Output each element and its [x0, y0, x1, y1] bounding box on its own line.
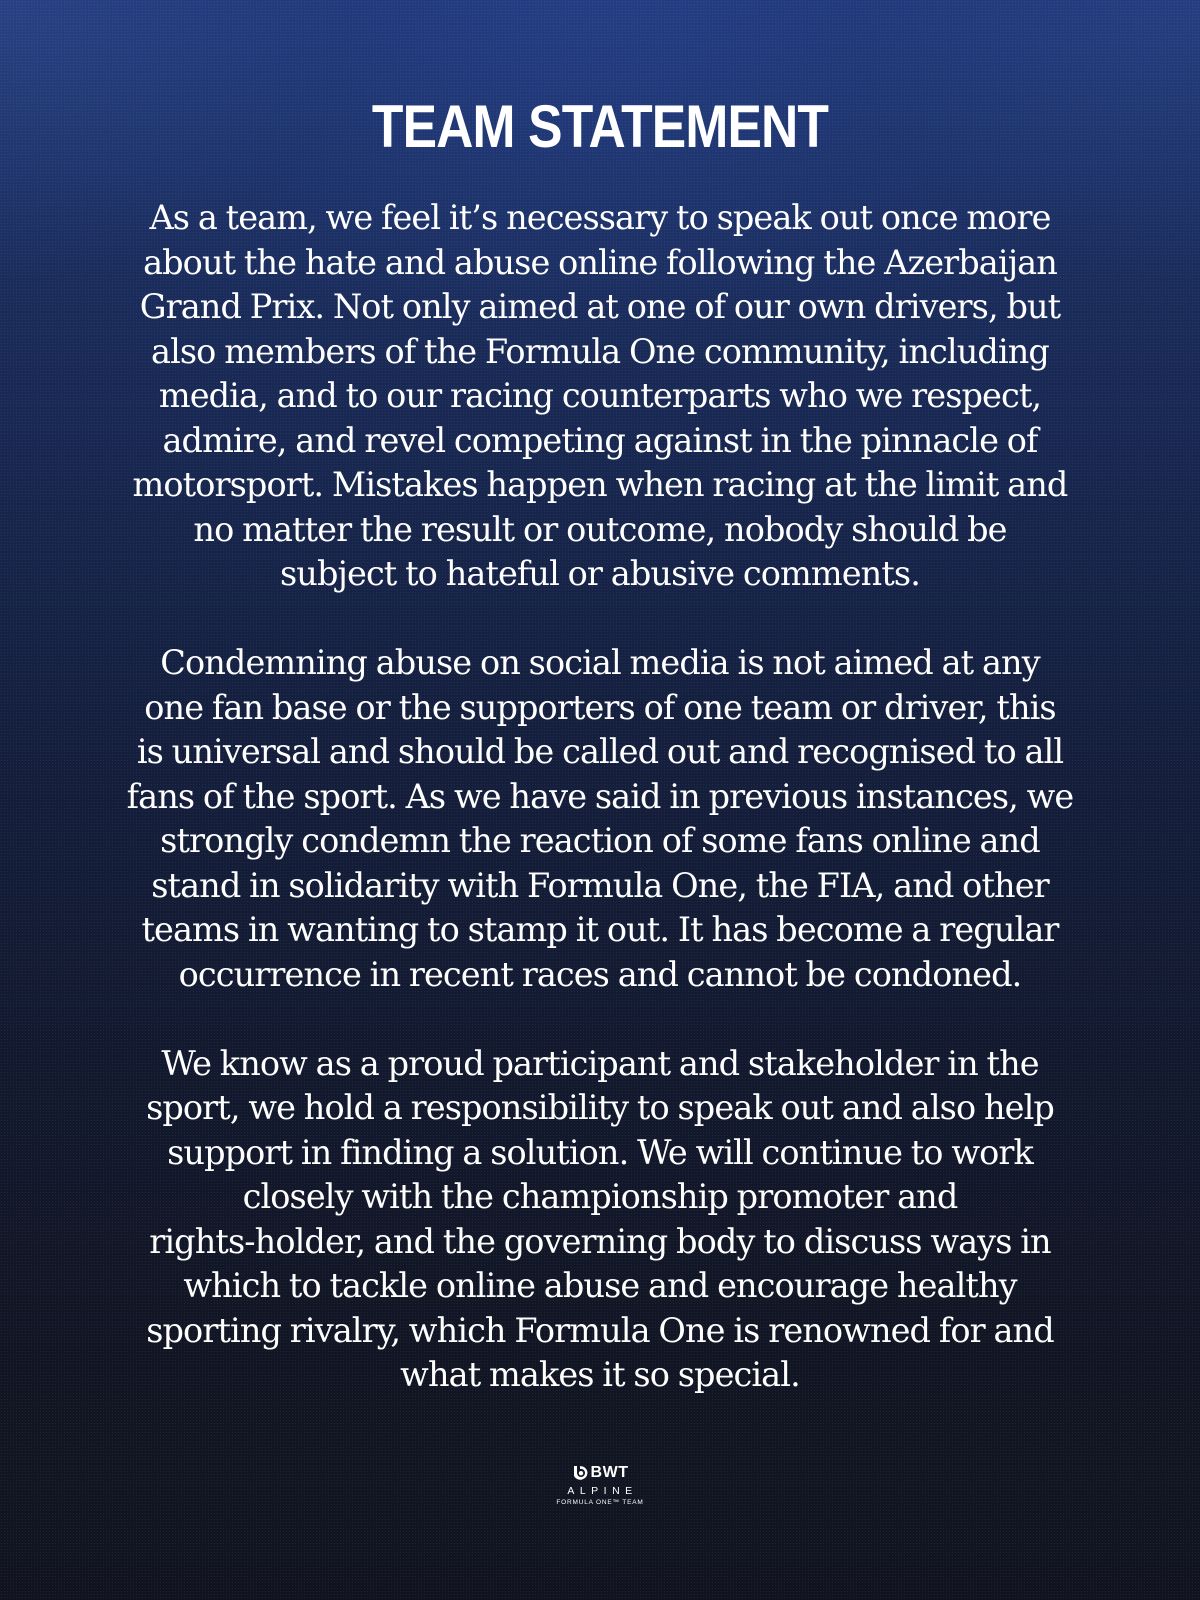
logo-subtitle: FORMULA ONE™ TEAM: [556, 1499, 644, 1506]
text-line: one fan base or the supporters of one team or driver, this: [144, 687, 1056, 727]
text-line: which to tackle online abuse and encourage healthy: [183, 1266, 1017, 1305]
text-line: Condemning abuse on social media is not aimed at any: [160, 643, 1040, 682]
text-line: support in finding a solution. We will continue to work: [167, 1132, 1033, 1172]
text-line: Grand Prix. Not only aimed at one of our own drivers, but: [139, 287, 1061, 326]
statement-paragraph: [110, 641, 1090, 997]
text-line: no matter the result or outcome, nobody should be: [193, 509, 1007, 549]
team-logo: [520, 1462, 680, 1516]
text-line: motorsport. Mistakes happen when racing at the limit and: [132, 465, 1068, 504]
text-line: teams in wanting to stamp it out. It has become a regular: [141, 910, 1059, 949]
text-line: sporting rivalry, which Formula One is renowned for and: [146, 1310, 1054, 1350]
text-line: about the hate and abuse online following the Azerbaijan: [143, 242, 1057, 282]
text-line: rights-holder, and the governing body to discuss ways in: [149, 1221, 1051, 1261]
text-line: subject to hateful or abusive comments.: [280, 554, 920, 593]
text-line: sport, we hold a responsibility to speak out and also help: [146, 1088, 1054, 1127]
text-line: As a team, we feel it’s necessary to speak out once more: [149, 198, 1051, 237]
statement-body: [110, 196, 1090, 1398]
text-line: We know as a proud participant and stakeholder in the: [161, 1043, 1039, 1083]
statement-paragraph: [110, 1042, 1090, 1398]
logo-brand-row: [520, 1462, 680, 1484]
text-line: occurrence in recent races and cannot be condoned.: [178, 954, 1022, 994]
text-line: what makes it so special.: [400, 1355, 800, 1394]
bwt-mark-icon: [572, 1465, 588, 1481]
text-line: also members of the Formula One community, including: [151, 331, 1049, 371]
statement-paragraph: [110, 196, 1090, 597]
text-line: fans of the sport. As we have said in previous instances, we: [126, 776, 1074, 816]
page-title: TEAM STATEMENT: [371, 93, 829, 160]
logo-name: ALPINE: [567, 1485, 638, 1497]
text-line: admire, and revel competing against in the pinnacle of: [162, 420, 1038, 460]
text-line: stand in solidarity with Formula One, the FIA, and other: [151, 865, 1049, 905]
text-line: strongly condemn the reaction of some fans online and: [160, 821, 1040, 860]
logo-brand: BWT: [590, 1464, 629, 1481]
text-line: media, and to our racing counterparts who we respect,: [158, 376, 1042, 415]
text-line: is universal and should be called out and recognised to all: [136, 732, 1064, 771]
text-line: closely with the championship promoter and: [242, 1177, 958, 1216]
